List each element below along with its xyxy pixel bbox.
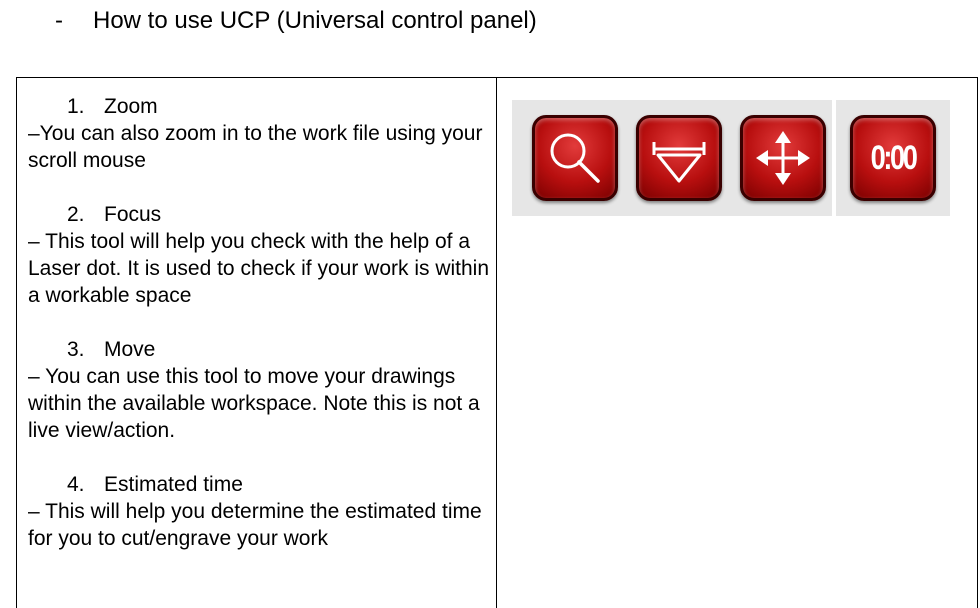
instruction-table	[16, 77, 978, 608]
heading-title: How to use UCP (Universal control panel)	[93, 7, 537, 34]
item-number: 3.	[67, 338, 85, 361]
toolbar-panel	[512, 100, 832, 216]
item-number: 1.	[67, 95, 85, 118]
ucp-toolbar-image	[512, 100, 950, 216]
item-description: –You can also zoom in to the work file using your scroll mouse	[28, 122, 483, 172]
item-description: – This tool will help you check with the help of a Laser dot. It is used to check if your work is within a workable space	[28, 230, 490, 307]
list-item-focus	[28, 201, 490, 309]
document-heading	[55, 4, 537, 38]
item-description: – You can use this tool to move your drawings within the available workspace. Note this is not a live view/action.	[28, 365, 480, 442]
item-number: 2.	[67, 203, 85, 226]
focus-icon	[648, 127, 710, 189]
list-item-estimated-time	[28, 471, 490, 552]
heading-bullet: -	[55, 7, 63, 34]
item-title: Estimated time	[104, 473, 243, 496]
instruction-list	[28, 93, 490, 579]
move-button[interactable]	[740, 115, 826, 201]
item-description: – This will help you determine the estimated time for you to cut/engrave your work	[28, 500, 482, 550]
item-title: Focus	[104, 203, 162, 226]
timer-icon: 0:00	[870, 138, 916, 177]
item-title: Move	[104, 338, 156, 361]
item-title: Zoom	[104, 95, 158, 118]
list-item-zoom	[28, 93, 490, 174]
zoom-button[interactable]	[532, 115, 618, 201]
focus-button[interactable]	[636, 115, 722, 201]
estimated-time-button[interactable]	[850, 115, 936, 201]
zoom-icon	[544, 127, 606, 189]
toolbar-panel-timer	[836, 100, 950, 216]
item-number: 4.	[67, 473, 85, 496]
column-divider	[496, 78, 497, 608]
list-item-move	[28, 336, 490, 444]
move-icon	[752, 127, 814, 189]
